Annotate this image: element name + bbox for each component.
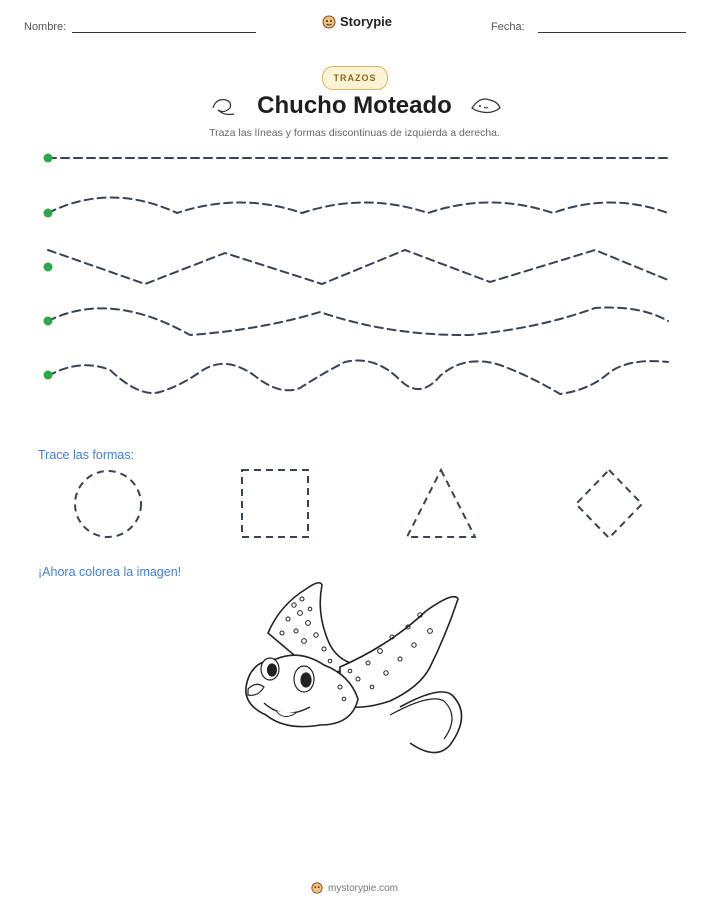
coloring-heading: ¡Ahora colorea la imagen! xyxy=(38,565,182,579)
category-badge: TRAZOS xyxy=(322,66,388,90)
stingray-coloring-image[interactable] xyxy=(240,575,466,761)
square-icon[interactable] xyxy=(242,470,308,537)
trace-line-bumps[interactable] xyxy=(48,360,668,394)
start-dot xyxy=(44,317,53,326)
triangle-icon[interactable] xyxy=(407,470,475,537)
start-dot xyxy=(44,154,53,163)
instructions: Traza las líneas y formas discontinuas de izquierda a derecha. xyxy=(209,127,500,139)
trace-line-wave-2[interactable] xyxy=(48,308,668,336)
storypie-logo-icon xyxy=(311,882,323,894)
start-dot xyxy=(44,209,53,218)
footer-url[interactable]: mystorypie.com xyxy=(327,882,398,894)
brand-name: Storypie xyxy=(340,14,393,29)
date-line[interactable] xyxy=(538,32,686,33)
manta-doodle-icon xyxy=(470,94,502,118)
start-dot xyxy=(44,371,53,380)
start-dot xyxy=(44,263,53,272)
circle-icon[interactable] xyxy=(75,471,141,537)
trace-line-wave[interactable] xyxy=(48,198,668,214)
trace-shapes xyxy=(0,460,709,550)
name-label: Nombre: xyxy=(24,21,67,33)
diamond-icon[interactable] xyxy=(576,470,642,538)
brand-logo xyxy=(322,14,392,29)
date-label: Fecha: xyxy=(491,21,525,33)
page-title: Chucho Moteado xyxy=(257,92,452,119)
storypie-logo-icon xyxy=(322,15,336,29)
trace-line-zigzag[interactable] xyxy=(48,250,668,284)
shapes-heading: Trace las formas: xyxy=(38,448,135,462)
name-line[interactable] xyxy=(72,32,256,33)
tracing-lines xyxy=(0,140,709,400)
footer xyxy=(0,882,709,894)
